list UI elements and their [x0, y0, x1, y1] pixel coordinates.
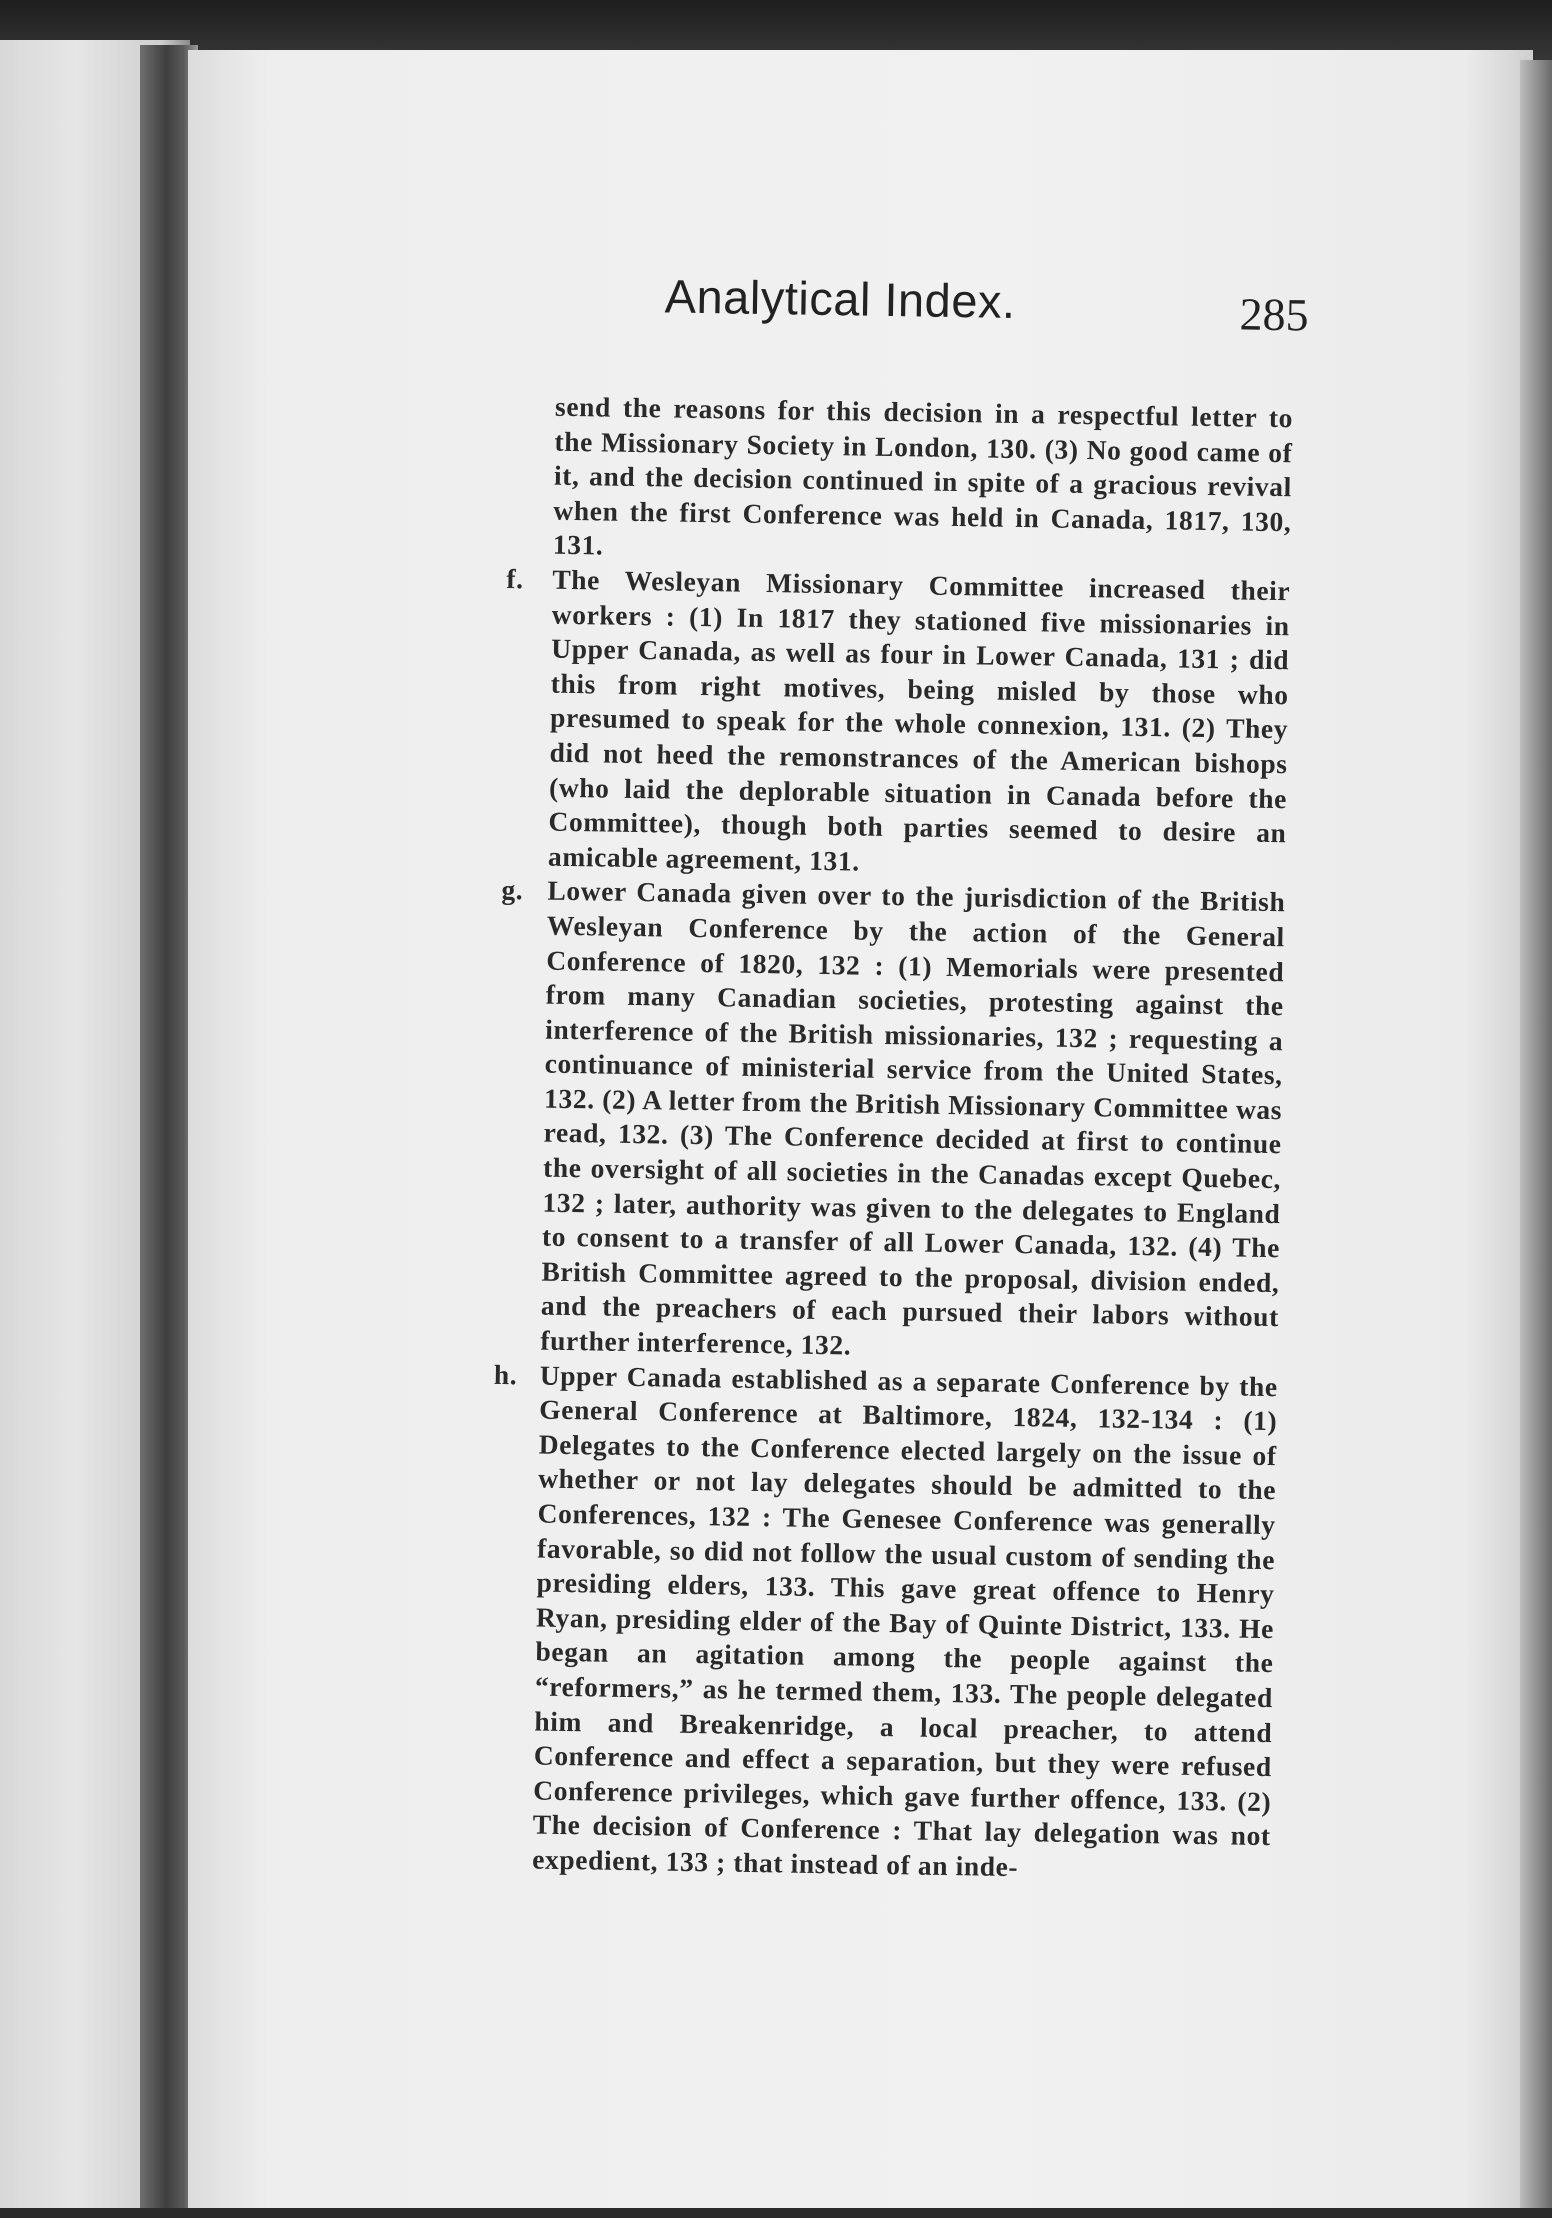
page-content: [170, 39, 1549, 2218]
entry-text: Upper Canada established as a separate Conference by the General Conference at Baltimore, 1824, 132-134 : (1) Delegates to the Conference elected largely on the issue of whether or not lay delegates should be admitted to the Conferences, 132 : The Genesee Conference was generally favorable, so did not follow the usual custom of sending the presiding elders, 133. This gave great offence to Henry Ryan, presiding elder of the Bay of Quinte District, 133. He began an agitation among the people against the “reformers,” as he termed them, 133. The people delegated him and Breakenridge, a local preacher, to attend Conference and effect a separation, but they were refused Conference privileges, which gave further offence, 133. (2) The decision of Conference : That lay delegation was not expedient, 133 ; that instead of an inde-: [532, 1359, 1279, 1883]
index-entry-continuation: [501, 389, 1294, 574]
running-head: Analytical Index.: [664, 269, 1016, 328]
index-entry-h: [480, 1357, 1278, 1888]
index-entries: [480, 389, 1293, 1889]
entry-marker: g.: [501, 874, 524, 906]
entry-text: send the reasons for this decision in a respectful letter to the Missionary Society in London, 130. (3) No good came of it, and the decision continued in spite of a gracious revival when the first Conference was held in Canada, 1817, 130, 131.: [552, 390, 1294, 561]
page-number: 285: [1239, 288, 1309, 341]
entry-text: Lower Canada given over to the jurisdiction of the British Wesleyan Conference by the action of the General Conference of 1820, 132 : (1) Memorials were presented from many Canadian societies, protesting against the interference of the British missionaries, 132 ; requesting a continuance of ministerial service from the United States, 132. (2) A letter from the British Missionary Committee was read, 132. (3) The Conference decided at first to continue the oversight of all societies in the Canadas except Quebec, 132 ; later, authority was given to the delegates to England to consent to a transfer of all Lower Canada, 132. (4) The British Committee agreed to the proposal, division ended, and the preachers of each pursued their labors without further interference, 132.: [540, 874, 1286, 1361]
entry-marker: f.: [506, 562, 524, 595]
index-entry-g: [488, 873, 1286, 1370]
page-right-edge: [1520, 60, 1552, 2208]
entry-marker: h.: [493, 1358, 518, 1390]
index-entry-f: [496, 562, 1291, 886]
book-page: [188, 50, 1533, 2208]
entry-text: The Wesleyan Missionary Committee increased their workers : (1) In 1817 they stationed five missionaries in Upper Canada, as well as four in Lower Canada, 131 ; did this from right motives, being misled by those who presumed to speak for the whole connexion, 131. (2) They did not heed the remonstrances of the American bishops (who laid the deplorable situation in Canada before the Committee), though both parties seemed to desire an amicable agreement, 131.: [547, 563, 1291, 877]
